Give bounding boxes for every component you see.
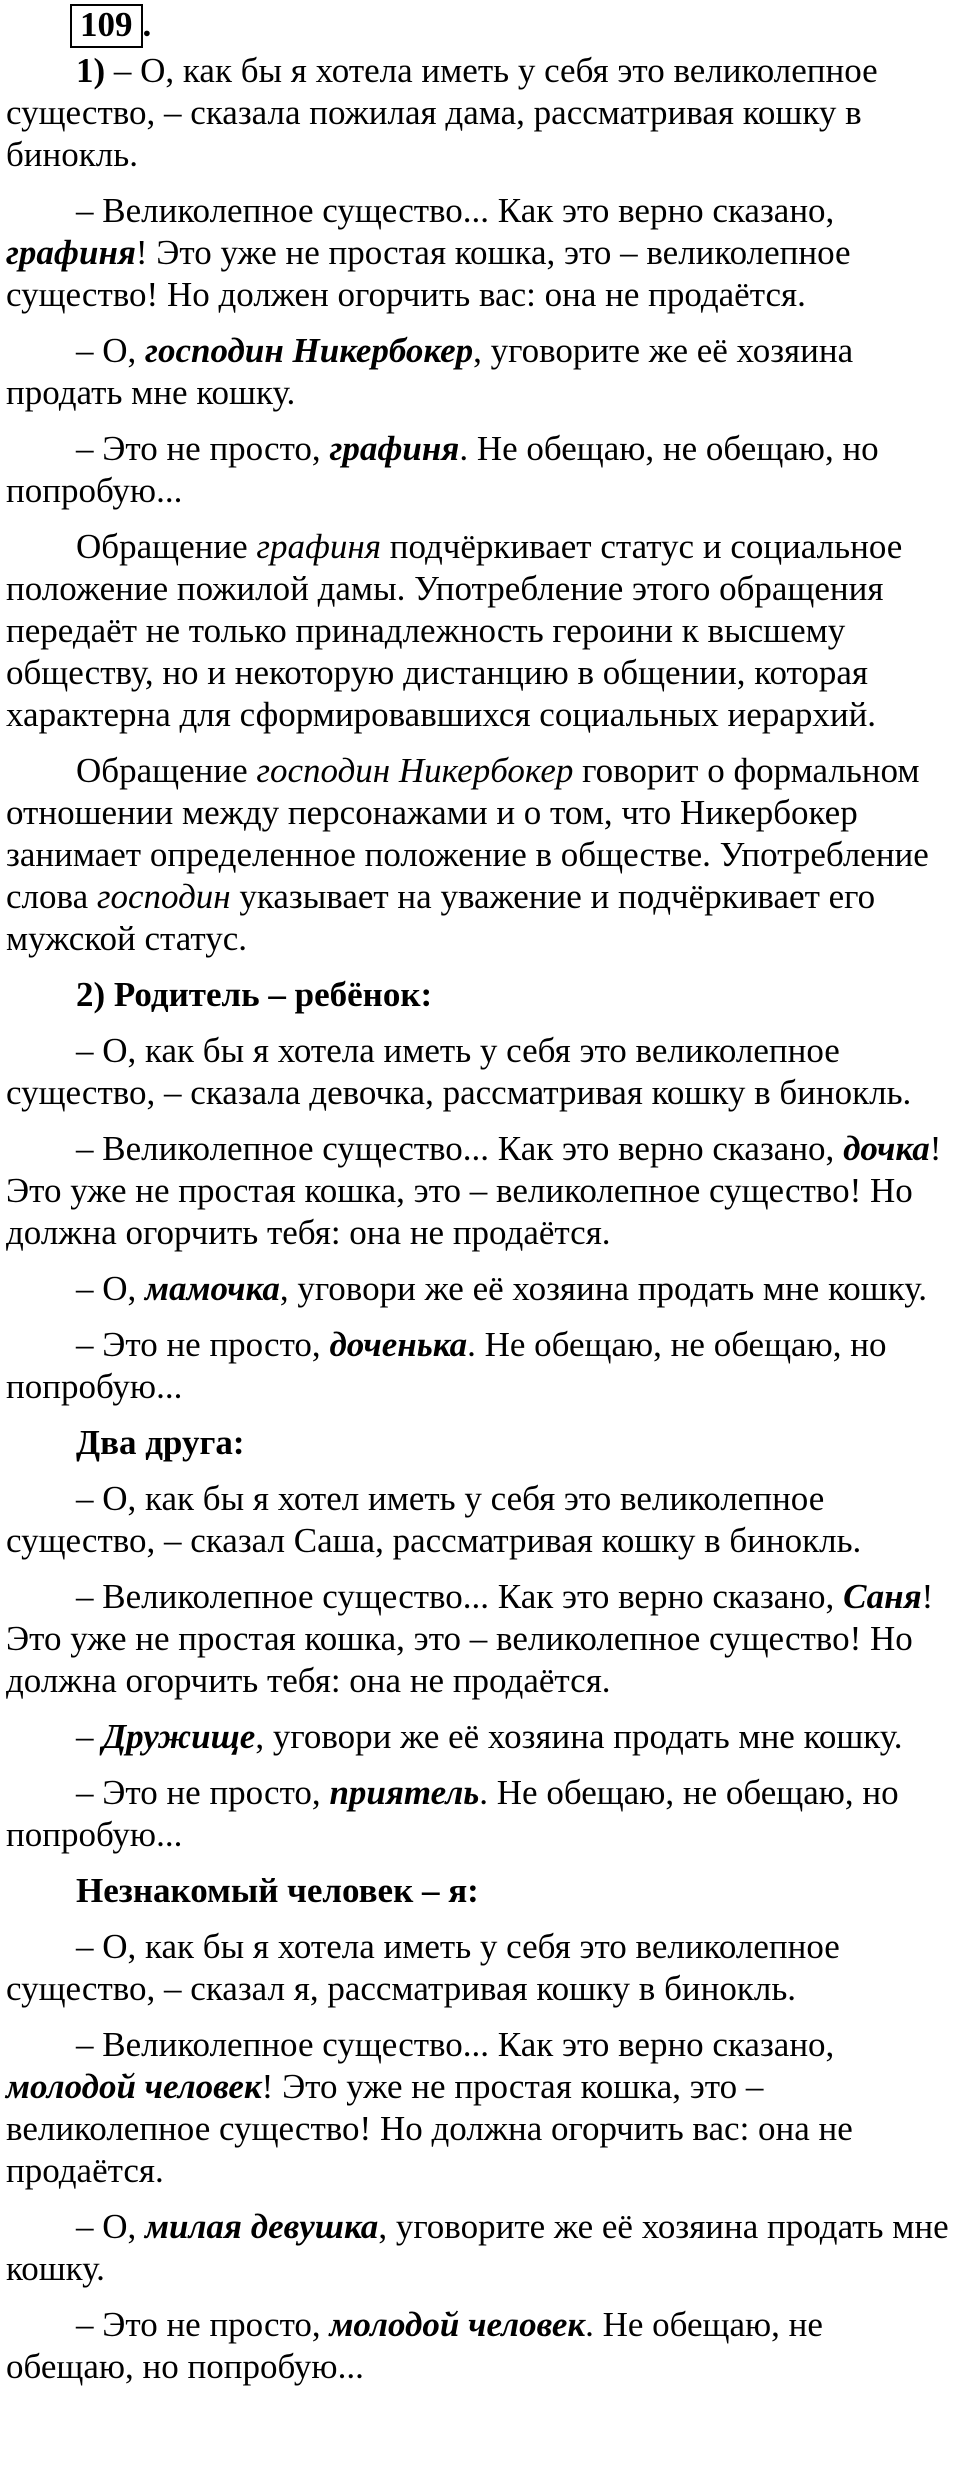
paragraph — [6, 750, 950, 960]
paragraph — [6, 1128, 950, 1254]
bold-label: Два друга: — [76, 1423, 245, 1462]
paragraph — [6, 1926, 950, 2010]
text-run: – Великолепное существо... Как это верно сказано, — [76, 2025, 835, 2064]
text-run: . Не обещаю, не обещаю, но попробую... — [6, 429, 879, 510]
paragraph — [6, 1030, 950, 1114]
text-run: – О, как бы я хотела иметь у себя это великолепное существо, – сказала пожилая дама, рассматривая кошку в бинокль. — [6, 51, 878, 174]
paragraph — [6, 1576, 950, 1702]
text-run: ! Это уже не простая кошка, это – великолепное существо! Но должна огорчить тебя: она не продаётся. — [6, 1577, 934, 1700]
paragraph — [6, 1716, 950, 1758]
text-run: , уговорите же её хозяина продать мне кошку. — [6, 331, 854, 412]
text-run: Обращение — [76, 527, 257, 566]
text-run: – О, — [76, 2207, 146, 2246]
highlighted-address-term: приятель — [329, 1773, 480, 1812]
highlighted-address-term: доченька — [329, 1325, 468, 1364]
text-run: ! Это уже не простая кошка, это – великолепное существо! Но должна огорчить тебя: она не продаётся. — [6, 1129, 942, 1252]
highlighted-address-term: господин Никербокер — [145, 331, 474, 370]
exercise-number-row — [70, 4, 950, 50]
highlighted-address-term: графиня — [329, 429, 460, 468]
bold-label: Незнакомый человек – я: — [76, 1871, 479, 1910]
quoted-term: господин Никербокер — [256, 751, 574, 790]
text-run: подчёркивает статус и социальное положение пожилой дамы. Употребление этого обращения передаёт не только принадлежность героини к высшему обществу, но и некоторую дистанцию в общении, которая характерна для сформировавшихся социальных иерархий. — [6, 527, 903, 734]
text-run: – Великолепное существо... Как это верно сказано, — [76, 1577, 844, 1616]
paragraph — [6, 190, 950, 316]
text-run: – Это не просто, — [76, 2305, 330, 2344]
highlighted-address-term: дочка — [843, 1129, 930, 1168]
text-run: – Это не просто, — [76, 429, 330, 468]
text-run: . Не обещаю, не обещаю, но попробую... — [6, 2305, 823, 2386]
highlighted-address-term: мамочка — [145, 1269, 280, 1308]
text-run: . Не обещаю, не обещаю, но попробую... — [6, 1325, 887, 1406]
text-run: – Это не просто, — [76, 1773, 330, 1812]
text-run: указывает на уважение и подчёркивает его мужской статус. — [6, 877, 876, 958]
text-run: ! Это уже не простая кошка, это – великолепное существо! Но должна огорчить вас: она не продаётся. — [6, 2067, 853, 2190]
text-run: , уговорите же её хозяина продать мне кошку. — [6, 2207, 949, 2288]
exercise-number-dot: . — [142, 5, 152, 44]
text-run: – О, как бы я хотел иметь у себя это великолепное существо, – сказал Саша, рассматривая кошку в бинокль. — [6, 1479, 862, 1560]
paragraph — [6, 1478, 950, 1562]
text-run: – О, как бы я хотела иметь у себя это великолепное существо, – сказала девочка, рассматривая кошку в бинокль. — [6, 1031, 912, 1112]
quoted-term: графиня — [256, 527, 381, 566]
highlighted-address-term: Дружище — [102, 1717, 256, 1756]
text-run: – О, — [76, 1269, 146, 1308]
text-run: – Великолепное существо... Как это верно сказано, — [76, 191, 835, 230]
paragraph — [6, 1772, 950, 1856]
highlighted-address-term: молодой человек — [329, 2305, 586, 2344]
exercise-number: 109 — [70, 4, 143, 48]
text-run: – Это не просто, — [76, 1325, 330, 1364]
section-heading — [6, 974, 950, 1016]
paragraph — [6, 2304, 950, 2388]
highlighted-address-term: молодой человек — [6, 2067, 262, 2106]
bold-label: 1) — [76, 51, 106, 90]
section-heading — [6, 1422, 950, 1464]
paragraph — [6, 1324, 950, 1408]
paragraph — [6, 50, 950, 176]
quoted-term: господин — [96, 877, 231, 916]
text-run: , уговори же её хозяина продать мне кошку. — [279, 1269, 928, 1308]
text-run: ! Это уже не простая кошка, это – великолепное существо! Но должен огорчить вас: она не продаётся. — [6, 233, 851, 314]
highlighted-address-term: графиня — [6, 233, 136, 272]
highlighted-address-term: милая девушка — [145, 2207, 379, 2246]
paragraph — [6, 330, 950, 414]
bold-label: 2) Родитель – ребёнок: — [76, 975, 433, 1014]
text-run: , уговори же её хозяина продать мне кошку. — [255, 1717, 903, 1756]
text-run: Обращение — [76, 751, 257, 790]
text-run: – — [76, 1717, 103, 1756]
text-run: – О, — [76, 331, 146, 370]
text-run: . Не обещаю, не обещаю, но попробую... — [6, 1773, 899, 1854]
paragraph — [6, 526, 950, 736]
paragraph — [6, 428, 950, 512]
paragraph — [6, 2206, 950, 2290]
text-run: – Великолепное существо... Как это верно сказано, — [76, 1129, 844, 1168]
document-body — [6, 50, 950, 2388]
text-run: говорит о формальном отношении между персонажами и о том, что Никербокер занимает определенное положение в обществе. Употребление слова — [6, 751, 929, 916]
text-run: – О, как бы я хотела иметь у себя это великолепное существо, – сказал я, рассматривая кошку в бинокль. — [6, 1927, 840, 2008]
paragraph — [6, 2024, 950, 2192]
highlighted-address-term: Саня — [843, 1577, 922, 1616]
paragraph — [6, 1268, 950, 1310]
section-heading — [6, 1870, 950, 1912]
